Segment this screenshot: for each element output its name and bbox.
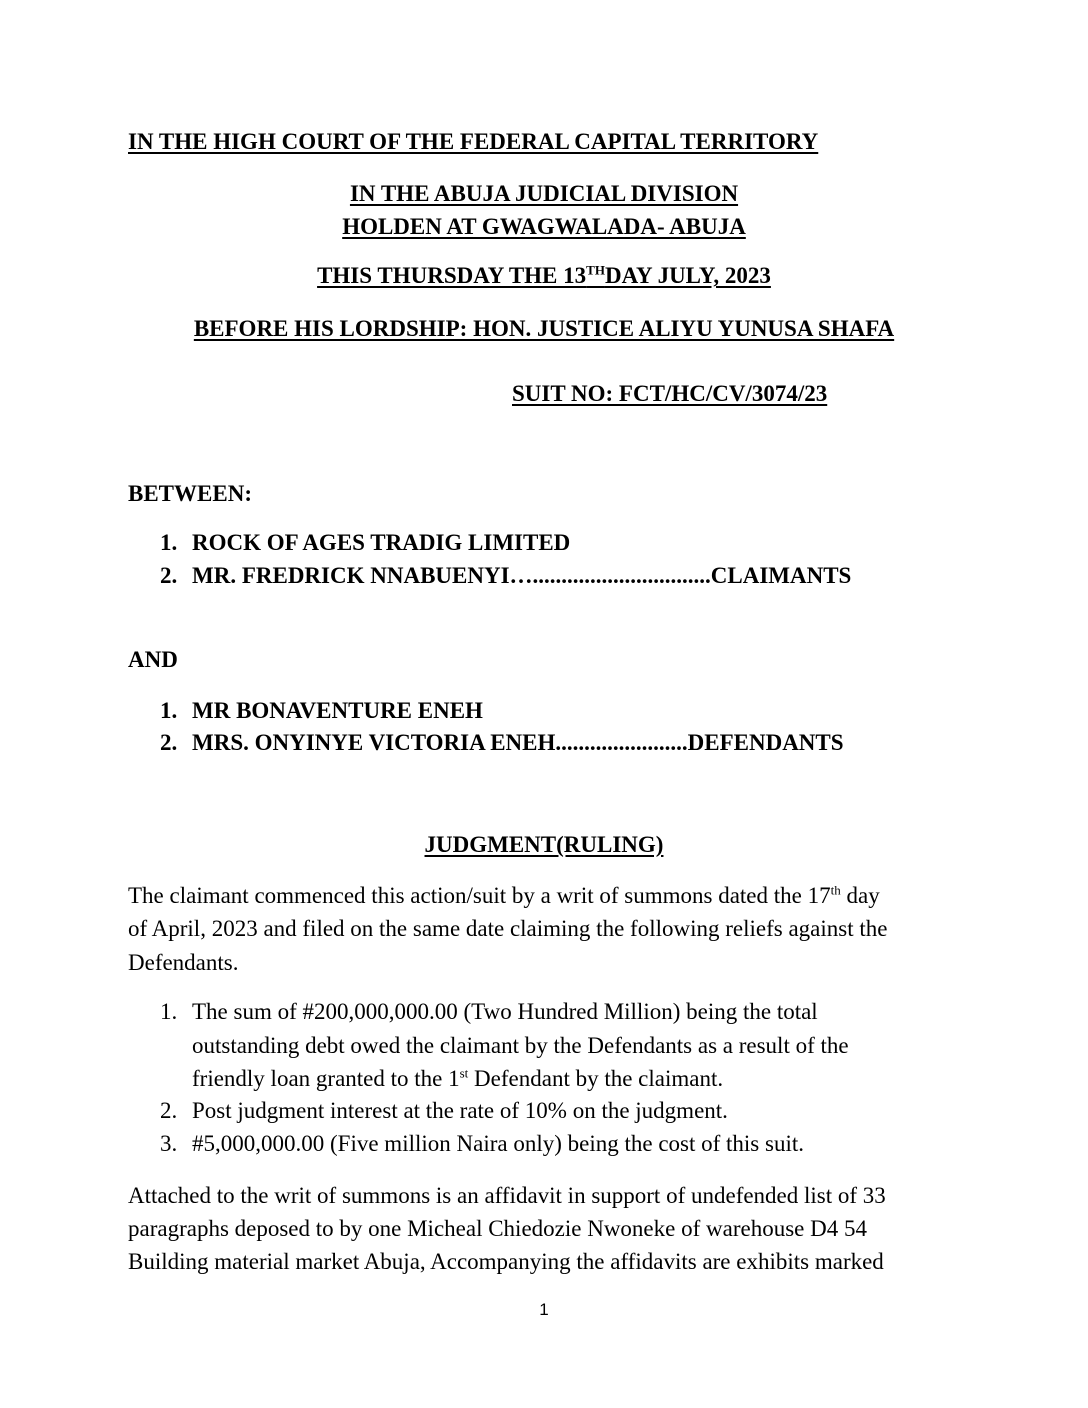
- defendant-item: 2. MRS. ONYINYE VICTORIA ENEH.......................DEFENDANTS: [160, 730, 844, 755]
- before-judge: BEFORE HIS LORDSHIP: HON. JUSTICE ALIYU YUNUSA SHAFA: [193, 316, 895, 341]
- defendant-item: 1. MR BONAVENTURE ENEH: [160, 698, 483, 723]
- relief-item-line: outstanding debt owed the claimant by the Defendants as a result of the: [192, 1033, 849, 1058]
- claimant-item: 2. MR. FREDRICK NNABUENYI…...............................CLAIMANTS: [160, 563, 852, 588]
- attached-paragraph-line: paragraphs deposed to by one Micheal Chiedozie Nwoneke of warehouse D4 54: [128, 1216, 867, 1241]
- judgment-heading: JUDGMENT(RULING): [424, 832, 664, 857]
- relief-item: 1. The sum of #200,000,000.00 (Two Hundred Million) being the total: [160, 999, 818, 1024]
- intro-paragraph-line: The claimant commenced this action/suit by a writ of summons dated the 17th day: [128, 882, 880, 908]
- intro-paragraph-line: of April, 2023 and filed on the same date claiming the following reliefs against the: [128, 916, 888, 941]
- sitting-date: THIS THURSDAY THE 13THDAY JULY, 2023: [317, 262, 771, 288]
- intro-paragraph-line: Defendants.: [128, 950, 239, 975]
- relief-item: 2. Post judgment interest at the rate of 10% on the judgment.: [160, 1098, 728, 1123]
- claimant-item: 1. ROCK OF AGES TRADIG LIMITED: [160, 530, 571, 555]
- relief-item-line: friendly loan granted to the 1st Defendant by the claimant.: [192, 1065, 724, 1091]
- court-title: IN THE HIGH COURT OF THE FEDERAL CAPITAL TERRITORY: [128, 129, 819, 154]
- and-label: AND: [128, 647, 178, 672]
- between-label: BETWEEN:: [128, 481, 252, 506]
- division-title: IN THE ABUJA JUDICIAL DIVISION: [349, 181, 739, 206]
- page-number: 1: [539, 1300, 549, 1319]
- relief-item: 3. #5,000,000.00 (Five million Naira only) being the cost of this suit.: [160, 1131, 804, 1156]
- suit-number: SUIT NO: FCT/HC/CV/3074/23: [512, 381, 828, 406]
- attached-paragraph-line: Attached to the writ of summons is an affidavit in support of undefended list of 33: [128, 1183, 886, 1208]
- attached-paragraph-line: Building material market Abuja, Accompanying the affidavits are exhibits marked: [128, 1249, 884, 1274]
- holden-title: HOLDEN AT GWAGWALADA- ABUJA: [342, 214, 746, 239]
